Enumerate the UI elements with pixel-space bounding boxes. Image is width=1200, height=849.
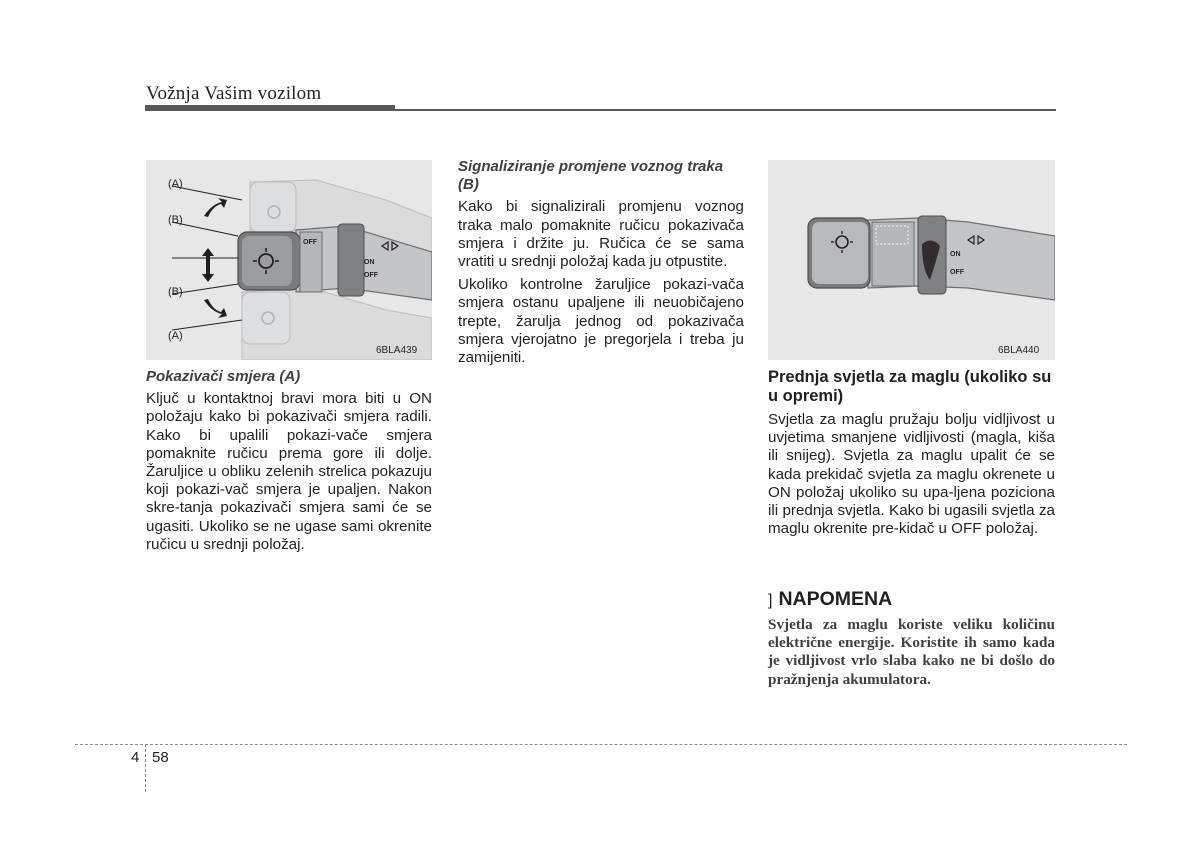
note-heading-text: NAPOMENA [778, 588, 893, 610]
on-label: ON [950, 251, 961, 258]
header-rule-thick [145, 105, 395, 111]
column-3 [768, 368, 1055, 538]
on-label: ON [364, 259, 375, 266]
arrow-curved-up-icon [204, 198, 227, 217]
footer-dashed-rule [75, 744, 1127, 745]
label-b-top: (B) [168, 214, 183, 226]
turn-signal-lever-drawing [146, 160, 432, 360]
paragraph-fog-lights: Svjetla za maglu pružaju bolju vidljivost u uvjetima smanjene vidljivosti (magla, kiša ili snijeg). Svjetla za maglu upalit će se kada prekidač svjetla za maglu okrenete u ON položaj ukoliko su upa-ljena poziciona ili prednja svjetla. Kako bi ugasili svjetla za maglu okrenite pre-kidač u OFF položaj. [768, 411, 1055, 538]
label-a-bottom: (A) [168, 330, 183, 342]
figure-code: 6BLA440 [998, 345, 1040, 356]
note-text: Svjetla za maglu koriste veliku količinu električne energije. Koristite ih samo kada je vidljivost vrlo slaba kako ne bi došlo do pražnjenja akumulatora. [768, 616, 1055, 688]
label-b-bottom: (B) [168, 286, 183, 298]
off-label: OFF [950, 269, 964, 276]
page-number: 58 [152, 749, 169, 766]
column-1 [146, 368, 432, 554]
page-header-title: Vožnja Vašim vozilom [146, 83, 322, 104]
figure-code: 6BLA439 [376, 345, 418, 356]
heading-fog-lights: Prednja svjetla za maglu (ukoliko su u opremi) [768, 368, 1052, 405]
fog-light-switch-drawing [768, 160, 1055, 360]
label-a-top: (A) [168, 178, 183, 190]
off2-label: OFF [364, 272, 378, 279]
paragraph-lane-change: Kako bi signalizirali promjenu voznog traka malo pomaknite ručicu pokazivača smjera i držite ju. Ručica će se sama vratiti u srednji položaj kada ju otpustite. [458, 198, 744, 271]
header-rule-thin [395, 109, 1056, 111]
paragraph-turn-signals: Ključ u kontaktnoj bravi mora biti u ON položaju kako bi pokazivači smjera radili. Kako bi upalili pokazi-vače smjera pomaknite ručicu prema gore ili dolje. Žaruljice u obliku zelenih strelica pokazuju koji pokazi-vač smjera je upaljen. Nakon skre-tanja pokazivači smjera sami će se ugasiti. Ukoliko se ne ugase sami okrenite ručicu u srednji položaj. [146, 390, 432, 553]
subheading-lane-change: Signaliziranje promjene voznog traka (B) [458, 158, 724, 194]
fog-light-switch-illustration [768, 160, 1055, 360]
turn-signal-lever-illustration [146, 160, 432, 360]
subheading-turn-signals: Pokazivači smjera (A) [146, 368, 301, 385]
off-label: OFF [303, 239, 317, 246]
arrow-down-icon [202, 264, 214, 282]
column-2 [458, 158, 744, 367]
note-mark-icon: ] [768, 592, 773, 609]
chapter-number: 4 [131, 749, 140, 766]
arrow-up-icon [202, 248, 214, 266]
note-heading [768, 588, 892, 611]
paragraph-lamp-failure: Ukoliko kontrolne žaruljice pokazi-vača smjera ostanu upaljene ili neuobičajeno trepte, žarulja jednog od pokazivača smjera vjerojatno je pregorjela i treba ju zamijeniti. [458, 276, 744, 367]
arrow-curved-down-icon [204, 299, 227, 318]
footer-dashed-divider [145, 744, 146, 792]
